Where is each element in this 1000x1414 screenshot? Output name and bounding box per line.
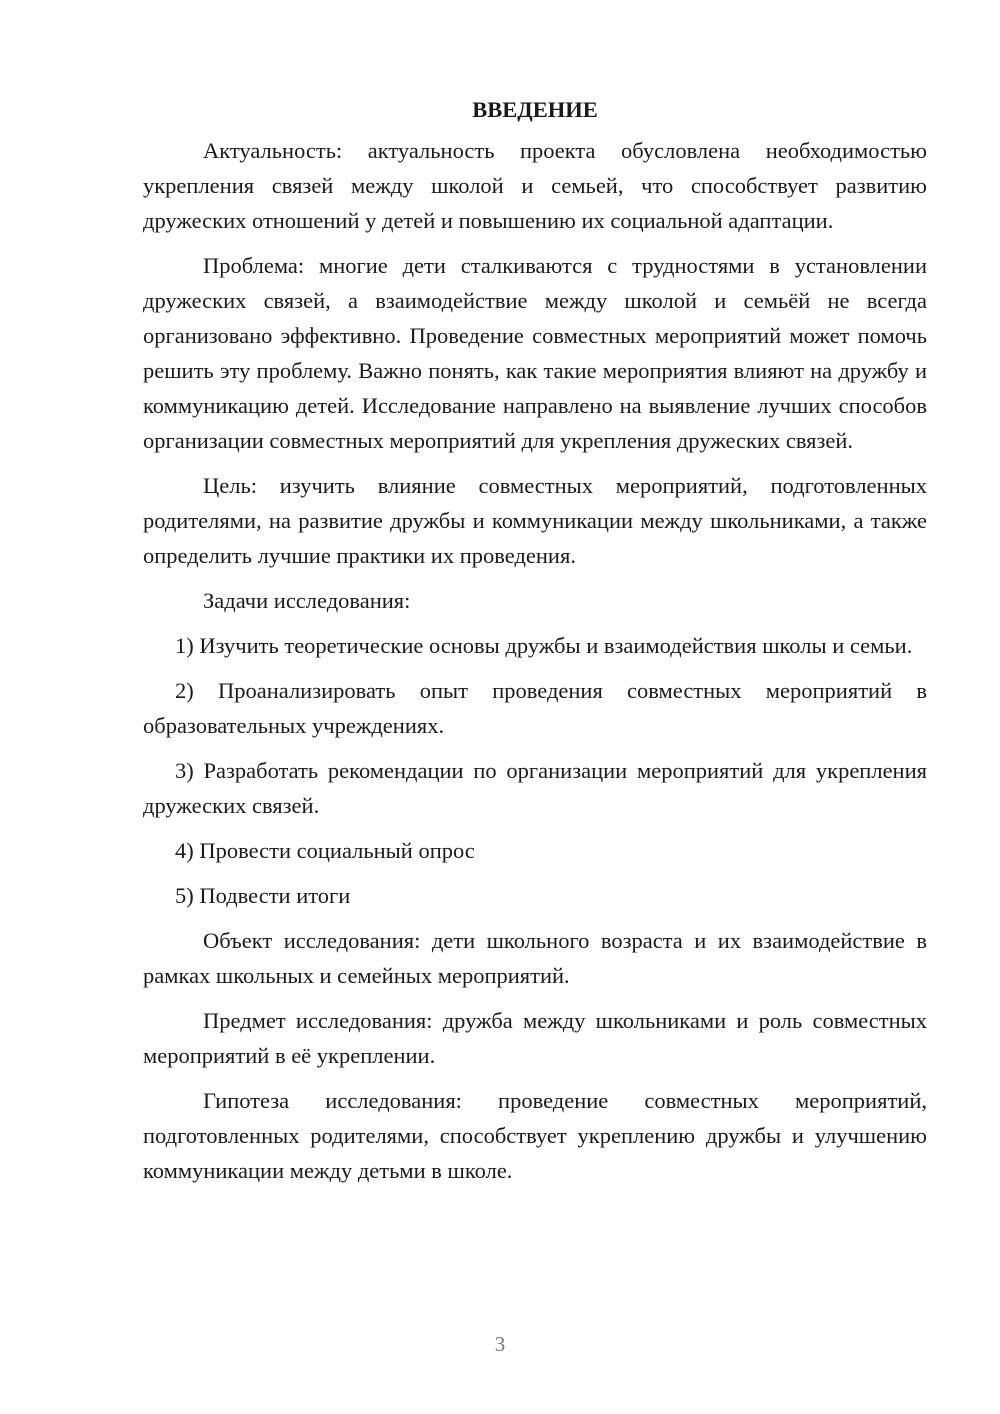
task-item-4: 4) Провести социальный опрос bbox=[175, 838, 475, 863]
section-title: ВВЕДЕНИЕ bbox=[472, 97, 598, 122]
tasks-heading: Задачи исследования: bbox=[203, 588, 411, 613]
page-number: 3 bbox=[494, 1332, 506, 1356]
task-item-5: 5) Подвести итоги bbox=[175, 883, 351, 908]
hypothesis-paragraph: Гипотеза исследования: проведение совместных мероприятий, подготовленных родителями, способствует укреплению дружбы и улучшению коммуникации между детьми в школе. bbox=[143, 1088, 927, 1183]
task-item-2: 2) Проанализировать опыт проведения совместных мероприятий в образовательных учреждениях. bbox=[143, 678, 927, 738]
task-item-3: 3) Разработать рекомендации по организации мероприятий для укрепления дружеских связей. bbox=[143, 758, 927, 818]
task-item-1: 1) Изучить теоретические основы дружбы и взаимодействия школы и семьи. bbox=[175, 633, 913, 658]
problem-paragraph: Проблема: многие дети сталкиваются с трудностями в установлении дружеских связей, а взаимодействие между школой и семьёй не всегда организовано эффективно. Проведение совместных мероприятий может помочь решить эту проблему. Важно понять, как такие мероприятия влияют на дружбу и коммуникацию детей. Исследование направлено на выявление лучших способов организации совместных мероприятий для укрепления дружеских связей. bbox=[143, 253, 927, 453]
object-paragraph: Объект исследования: дети школьного возраста и их взаимодействие в рамках школьных и семейных мероприятий. bbox=[143, 928, 927, 988]
subject-paragraph: Предмет исследования: дружба между школьниками и роль совместных мероприятий в её укреплении. bbox=[143, 1008, 927, 1068]
relevance-paragraph: Актуальность: актуальность проекта обусловлена необходимостью укрепления связей между школой и семьей, что способствует развитию дружеских отношений у детей и повышению их социальной адаптации. bbox=[143, 138, 927, 233]
goal-paragraph: Цель: изучить влияние совместных мероприятий, подготовленных родителями, на развитие дружбы и коммуникации между школьниками, а также определить лучшие практики их проведения. bbox=[143, 473, 927, 568]
page-content bbox=[143, 92, 927, 1198]
